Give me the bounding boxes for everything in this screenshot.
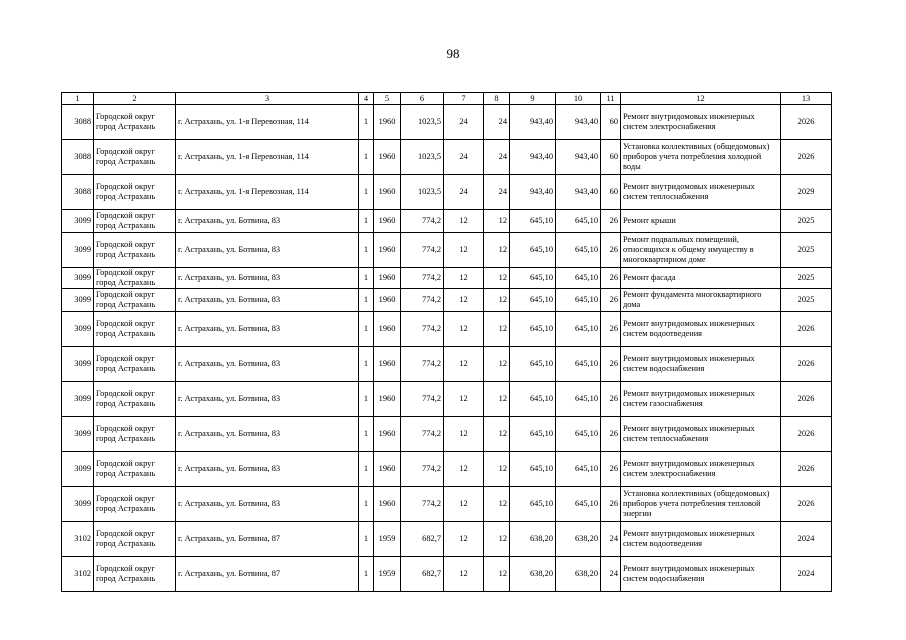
address-cell: г. Астрахань, ул. Ботвина, 83 bbox=[176, 417, 359, 452]
total-area-cell: 774,2 bbox=[401, 289, 444, 312]
floors-cell: 1 bbox=[359, 175, 374, 210]
year-built-cell: 1960 bbox=[374, 233, 401, 268]
count-col8-cell: 12 bbox=[484, 557, 510, 592]
count-col8-cell: 24 bbox=[484, 140, 510, 175]
column-header: 9 bbox=[510, 93, 556, 105]
work-type-cell: Ремонт фасада bbox=[621, 268, 781, 289]
total-area-cell: 774,2 bbox=[401, 382, 444, 417]
column-header: 12 bbox=[621, 93, 781, 105]
count-col7-cell: 12 bbox=[444, 487, 484, 522]
floors-cell: 1 bbox=[359, 557, 374, 592]
count-col7-cell: 24 bbox=[444, 175, 484, 210]
municipality-cell: Городской округ город Астрахань bbox=[94, 382, 176, 417]
record-id-cell: 3099 bbox=[62, 210, 94, 233]
count-col7-cell: 12 bbox=[444, 522, 484, 557]
area-col10-cell: 943,40 bbox=[556, 140, 601, 175]
column-header: 4 bbox=[359, 93, 374, 105]
work-type-cell: Установка коллективных (общедомовых) приборов учета потребления холодной воды bbox=[621, 140, 781, 175]
record-id-cell: 3099 bbox=[62, 289, 94, 312]
year-built-cell: 1960 bbox=[374, 105, 401, 140]
area-col9-cell: 638,20 bbox=[510, 522, 556, 557]
municipality-cell: Городской округ город Астрахань bbox=[94, 452, 176, 487]
municipality-cell: Городской округ город Астрахань bbox=[94, 347, 176, 382]
area-col10-cell: 645,10 bbox=[556, 487, 601, 522]
total-area-cell: 1023,5 bbox=[401, 175, 444, 210]
work-type-cell: Ремонт крыши bbox=[621, 210, 781, 233]
record-id-cell: 3102 bbox=[62, 522, 94, 557]
count-col8-cell: 12 bbox=[484, 347, 510, 382]
total-area-cell: 774,2 bbox=[401, 347, 444, 382]
table-row bbox=[62, 233, 832, 268]
count-col8-cell: 24 bbox=[484, 105, 510, 140]
area-col9-cell: 645,10 bbox=[510, 452, 556, 487]
count-col7-cell: 12 bbox=[444, 452, 484, 487]
residents-cell: 60 bbox=[601, 105, 621, 140]
planned-year-cell: 2024 bbox=[781, 522, 832, 557]
table-row bbox=[62, 487, 832, 522]
residents-cell: 26 bbox=[601, 312, 621, 347]
year-built-cell: 1960 bbox=[374, 452, 401, 487]
area-col9-cell: 645,10 bbox=[510, 347, 556, 382]
planned-year-cell: 2025 bbox=[781, 210, 832, 233]
area-col10-cell: 645,10 bbox=[556, 210, 601, 233]
address-cell: г. Астрахань, ул. Ботвина, 83 bbox=[176, 382, 359, 417]
area-col10-cell: 943,40 bbox=[556, 175, 601, 210]
residents-cell: 60 bbox=[601, 140, 621, 175]
count-col8-cell: 12 bbox=[484, 522, 510, 557]
year-built-cell: 1960 bbox=[374, 417, 401, 452]
floors-cell: 1 bbox=[359, 487, 374, 522]
year-built-cell: 1960 bbox=[374, 140, 401, 175]
address-cell: г. Астрахань, ул. 1-я Перевозная, 114 bbox=[176, 105, 359, 140]
total-area-cell: 774,2 bbox=[401, 452, 444, 487]
planned-year-cell: 2026 bbox=[781, 487, 832, 522]
floors-cell: 1 bbox=[359, 522, 374, 557]
address-cell: г. Астрахань, ул. Ботвина, 83 bbox=[176, 210, 359, 233]
column-header: 2 bbox=[94, 93, 176, 105]
column-header: 10 bbox=[556, 93, 601, 105]
total-area-cell: 774,2 bbox=[401, 417, 444, 452]
residents-cell: 26 bbox=[601, 452, 621, 487]
area-col10-cell: 638,20 bbox=[556, 557, 601, 592]
address-cell: г. Астрахань, ул. Ботвина, 83 bbox=[176, 312, 359, 347]
area-col10-cell: 645,10 bbox=[556, 268, 601, 289]
table-row bbox=[62, 268, 832, 289]
municipality-cell: Городской округ город Астрахань bbox=[94, 487, 176, 522]
year-built-cell: 1960 bbox=[374, 382, 401, 417]
area-col10-cell: 638,20 bbox=[556, 522, 601, 557]
column-number-header-row bbox=[62, 93, 832, 105]
count-col8-cell: 12 bbox=[484, 382, 510, 417]
address-cell: г. Астрахань, ул. Ботвина, 83 bbox=[176, 268, 359, 289]
work-type-cell: Ремонт фундамента многоквартирного дома bbox=[621, 289, 781, 312]
residents-cell: 26 bbox=[601, 487, 621, 522]
total-area-cell: 774,2 bbox=[401, 268, 444, 289]
table-row bbox=[62, 557, 832, 592]
total-area-cell: 682,7 bbox=[401, 522, 444, 557]
column-header: 5 bbox=[374, 93, 401, 105]
total-area-cell: 774,2 bbox=[401, 233, 444, 268]
count-col8-cell: 12 bbox=[484, 452, 510, 487]
count-col7-cell: 12 bbox=[444, 268, 484, 289]
planned-year-cell: 2026 bbox=[781, 105, 832, 140]
area-col9-cell: 645,10 bbox=[510, 210, 556, 233]
residents-cell: 26 bbox=[601, 268, 621, 289]
work-type-cell: Ремонт внутридомовых инженерных систем электроснабжения bbox=[621, 452, 781, 487]
floors-cell: 1 bbox=[359, 347, 374, 382]
municipality-cell: Городской округ город Астрахань bbox=[94, 140, 176, 175]
planned-year-cell: 2026 bbox=[781, 140, 832, 175]
area-col10-cell: 645,10 bbox=[556, 312, 601, 347]
table-row bbox=[62, 105, 832, 140]
area-col10-cell: 645,10 bbox=[556, 382, 601, 417]
area-col9-cell: 645,10 bbox=[510, 487, 556, 522]
record-id-cell: 3099 bbox=[62, 312, 94, 347]
area-col10-cell: 645,10 bbox=[556, 417, 601, 452]
total-area-cell: 1023,5 bbox=[401, 140, 444, 175]
count-col7-cell: 12 bbox=[444, 233, 484, 268]
area-col10-cell: 645,10 bbox=[556, 347, 601, 382]
planned-year-cell: 2025 bbox=[781, 233, 832, 268]
table-row bbox=[62, 522, 832, 557]
planned-year-cell: 2026 bbox=[781, 382, 832, 417]
table-row bbox=[62, 175, 832, 210]
area-col9-cell: 638,20 bbox=[510, 557, 556, 592]
record-id-cell: 3099 bbox=[62, 347, 94, 382]
work-type-cell: Ремонт подвальных помещений, относящихся к общему имуществу в многоквартирном доме bbox=[621, 233, 781, 268]
municipality-cell: Городской округ город Астрахань bbox=[94, 289, 176, 312]
floors-cell: 1 bbox=[359, 210, 374, 233]
area-col10-cell: 645,10 bbox=[556, 289, 601, 312]
residents-cell: 26 bbox=[601, 289, 621, 312]
residents-cell: 26 bbox=[601, 417, 621, 452]
address-cell: г. Астрахань, ул. Ботвина, 83 bbox=[176, 233, 359, 268]
count-col8-cell: 12 bbox=[484, 312, 510, 347]
count-col7-cell: 24 bbox=[444, 140, 484, 175]
residents-cell: 26 bbox=[601, 382, 621, 417]
count-col8-cell: 12 bbox=[484, 233, 510, 268]
area-col9-cell: 645,10 bbox=[510, 382, 556, 417]
count-col8-cell: 12 bbox=[484, 417, 510, 452]
address-cell: г. Астрахань, ул. Ботвина, 83 bbox=[176, 487, 359, 522]
address-cell: г. Астрахань, ул. Ботвина, 83 bbox=[176, 347, 359, 382]
residents-cell: 26 bbox=[601, 210, 621, 233]
year-built-cell: 1960 bbox=[374, 175, 401, 210]
table-row bbox=[62, 140, 832, 175]
planned-year-cell: 2025 bbox=[781, 289, 832, 312]
table-row bbox=[62, 452, 832, 487]
municipality-cell: Городской округ город Астрахань bbox=[94, 175, 176, 210]
municipality-cell: Городской округ город Астрахань bbox=[94, 210, 176, 233]
area-col9-cell: 645,10 bbox=[510, 289, 556, 312]
floors-cell: 1 bbox=[359, 289, 374, 312]
work-type-cell: Ремонт внутридомовых инженерных систем водоотведения bbox=[621, 522, 781, 557]
table-row bbox=[62, 347, 832, 382]
floors-cell: 1 bbox=[359, 233, 374, 268]
work-type-cell: Ремонт внутридомовых инженерных систем водоотведения bbox=[621, 312, 781, 347]
planned-year-cell: 2026 bbox=[781, 347, 832, 382]
record-id-cell: 3099 bbox=[62, 452, 94, 487]
count-col8-cell: 12 bbox=[484, 210, 510, 233]
planned-year-cell: 2024 bbox=[781, 557, 832, 592]
area-col9-cell: 943,40 bbox=[510, 175, 556, 210]
area-col9-cell: 645,10 bbox=[510, 233, 556, 268]
address-cell: г. Астрахань, ул. Ботвина, 83 bbox=[176, 452, 359, 487]
area-col9-cell: 943,40 bbox=[510, 140, 556, 175]
year-built-cell: 1960 bbox=[374, 347, 401, 382]
area-col9-cell: 645,10 bbox=[510, 417, 556, 452]
municipality-cell: Городской округ город Астрахань bbox=[94, 233, 176, 268]
municipality-cell: Городской округ город Астрахань bbox=[94, 268, 176, 289]
year-built-cell: 1959 bbox=[374, 557, 401, 592]
area-col10-cell: 943,40 bbox=[556, 105, 601, 140]
area-col10-cell: 645,10 bbox=[556, 452, 601, 487]
year-built-cell: 1960 bbox=[374, 210, 401, 233]
residents-cell: 24 bbox=[601, 522, 621, 557]
count-col7-cell: 12 bbox=[444, 417, 484, 452]
area-col9-cell: 943,40 bbox=[510, 105, 556, 140]
table-row bbox=[62, 210, 832, 233]
year-built-cell: 1960 bbox=[374, 487, 401, 522]
count-col7-cell: 24 bbox=[444, 105, 484, 140]
table-row bbox=[62, 382, 832, 417]
address-cell: г. Астрахань, ул. 1-я Перевозная, 114 bbox=[176, 175, 359, 210]
work-type-cell: Ремонт внутридомовых инженерных систем газоснабжения bbox=[621, 382, 781, 417]
floors-cell: 1 bbox=[359, 268, 374, 289]
year-built-cell: 1960 bbox=[374, 268, 401, 289]
work-type-cell: Ремонт внутридомовых инженерных систем электроснабжения bbox=[621, 105, 781, 140]
column-header: 1 bbox=[62, 93, 94, 105]
count-col7-cell: 12 bbox=[444, 312, 484, 347]
table-row bbox=[62, 417, 832, 452]
record-id-cell: 3099 bbox=[62, 417, 94, 452]
year-built-cell: 1959 bbox=[374, 522, 401, 557]
residents-cell: 26 bbox=[601, 233, 621, 268]
column-header: 6 bbox=[401, 93, 444, 105]
area-col10-cell: 645,10 bbox=[556, 233, 601, 268]
table-row bbox=[62, 312, 832, 347]
planned-year-cell: 2026 bbox=[781, 312, 832, 347]
address-cell: г. Астрахань, ул. Ботвина, 87 bbox=[176, 522, 359, 557]
column-header: 8 bbox=[484, 93, 510, 105]
area-col9-cell: 645,10 bbox=[510, 312, 556, 347]
work-type-cell: Ремонт внутридомовых инженерных систем водоснабжения bbox=[621, 347, 781, 382]
planned-year-cell: 2026 bbox=[781, 417, 832, 452]
count-col8-cell: 12 bbox=[484, 487, 510, 522]
municipality-cell: Городской округ город Астрахань bbox=[94, 105, 176, 140]
year-built-cell: 1960 bbox=[374, 312, 401, 347]
count-col7-cell: 12 bbox=[444, 557, 484, 592]
planned-year-cell: 2025 bbox=[781, 268, 832, 289]
record-id-cell: 3099 bbox=[62, 233, 94, 268]
count-col7-cell: 12 bbox=[444, 289, 484, 312]
column-header: 3 bbox=[176, 93, 359, 105]
municipality-cell: Городской округ город Астрахань bbox=[94, 417, 176, 452]
column-header: 11 bbox=[601, 93, 621, 105]
record-id-cell: 3099 bbox=[62, 268, 94, 289]
year-built-cell: 1960 bbox=[374, 289, 401, 312]
total-area-cell: 774,2 bbox=[401, 487, 444, 522]
record-id-cell: 3099 bbox=[62, 487, 94, 522]
table-row bbox=[62, 289, 832, 312]
floors-cell: 1 bbox=[359, 105, 374, 140]
record-id-cell: 3099 bbox=[62, 382, 94, 417]
residents-cell: 26 bbox=[601, 347, 621, 382]
count-col8-cell: 12 bbox=[484, 289, 510, 312]
floors-cell: 1 bbox=[359, 312, 374, 347]
capital-repair-table bbox=[61, 92, 832, 592]
count-col8-cell: 12 bbox=[484, 268, 510, 289]
address-cell: г. Астрахань, ул. Ботвина, 83 bbox=[176, 289, 359, 312]
record-id-cell: 3088 bbox=[62, 105, 94, 140]
floors-cell: 1 bbox=[359, 140, 374, 175]
planned-year-cell: 2029 bbox=[781, 175, 832, 210]
total-area-cell: 1023,5 bbox=[401, 105, 444, 140]
residents-cell: 60 bbox=[601, 175, 621, 210]
floors-cell: 1 bbox=[359, 417, 374, 452]
record-id-cell: 3088 bbox=[62, 140, 94, 175]
planned-year-cell: 2026 bbox=[781, 452, 832, 487]
count-col7-cell: 12 bbox=[444, 382, 484, 417]
page-number: 98 bbox=[446, 46, 460, 61]
column-header: 13 bbox=[781, 93, 832, 105]
floors-cell: 1 bbox=[359, 452, 374, 487]
work-type-cell: Установка коллективных (общедомовых) приборов учета потребления тепловой энергии bbox=[621, 487, 781, 522]
work-type-cell: Ремонт внутридомовых инженерных систем водоснабжения bbox=[621, 557, 781, 592]
residents-cell: 24 bbox=[601, 557, 621, 592]
total-area-cell: 774,2 bbox=[401, 210, 444, 233]
column-header: 7 bbox=[444, 93, 484, 105]
address-cell: г. Астрахань, ул. Ботвина, 87 bbox=[176, 557, 359, 592]
count-col8-cell: 24 bbox=[484, 175, 510, 210]
work-type-cell: Ремонт внутридомовых инженерных систем теплоснабжения bbox=[621, 175, 781, 210]
record-id-cell: 3088 bbox=[62, 175, 94, 210]
municipality-cell: Городской округ город Астрахань bbox=[94, 312, 176, 347]
work-type-cell: Ремонт внутридомовых инженерных систем теплоснабжения bbox=[621, 417, 781, 452]
record-id-cell: 3102 bbox=[62, 557, 94, 592]
area-col9-cell: 645,10 bbox=[510, 268, 556, 289]
count-col7-cell: 12 bbox=[444, 347, 484, 382]
count-col7-cell: 12 bbox=[444, 210, 484, 233]
municipality-cell: Городской округ город Астрахань bbox=[94, 522, 176, 557]
total-area-cell: 774,2 bbox=[401, 312, 444, 347]
total-area-cell: 682,7 bbox=[401, 557, 444, 592]
municipality-cell: Городской округ город Астрахань bbox=[94, 557, 176, 592]
floors-cell: 1 bbox=[359, 382, 374, 417]
address-cell: г. Астрахань, ул. 1-я Перевозная, 114 bbox=[176, 140, 359, 175]
